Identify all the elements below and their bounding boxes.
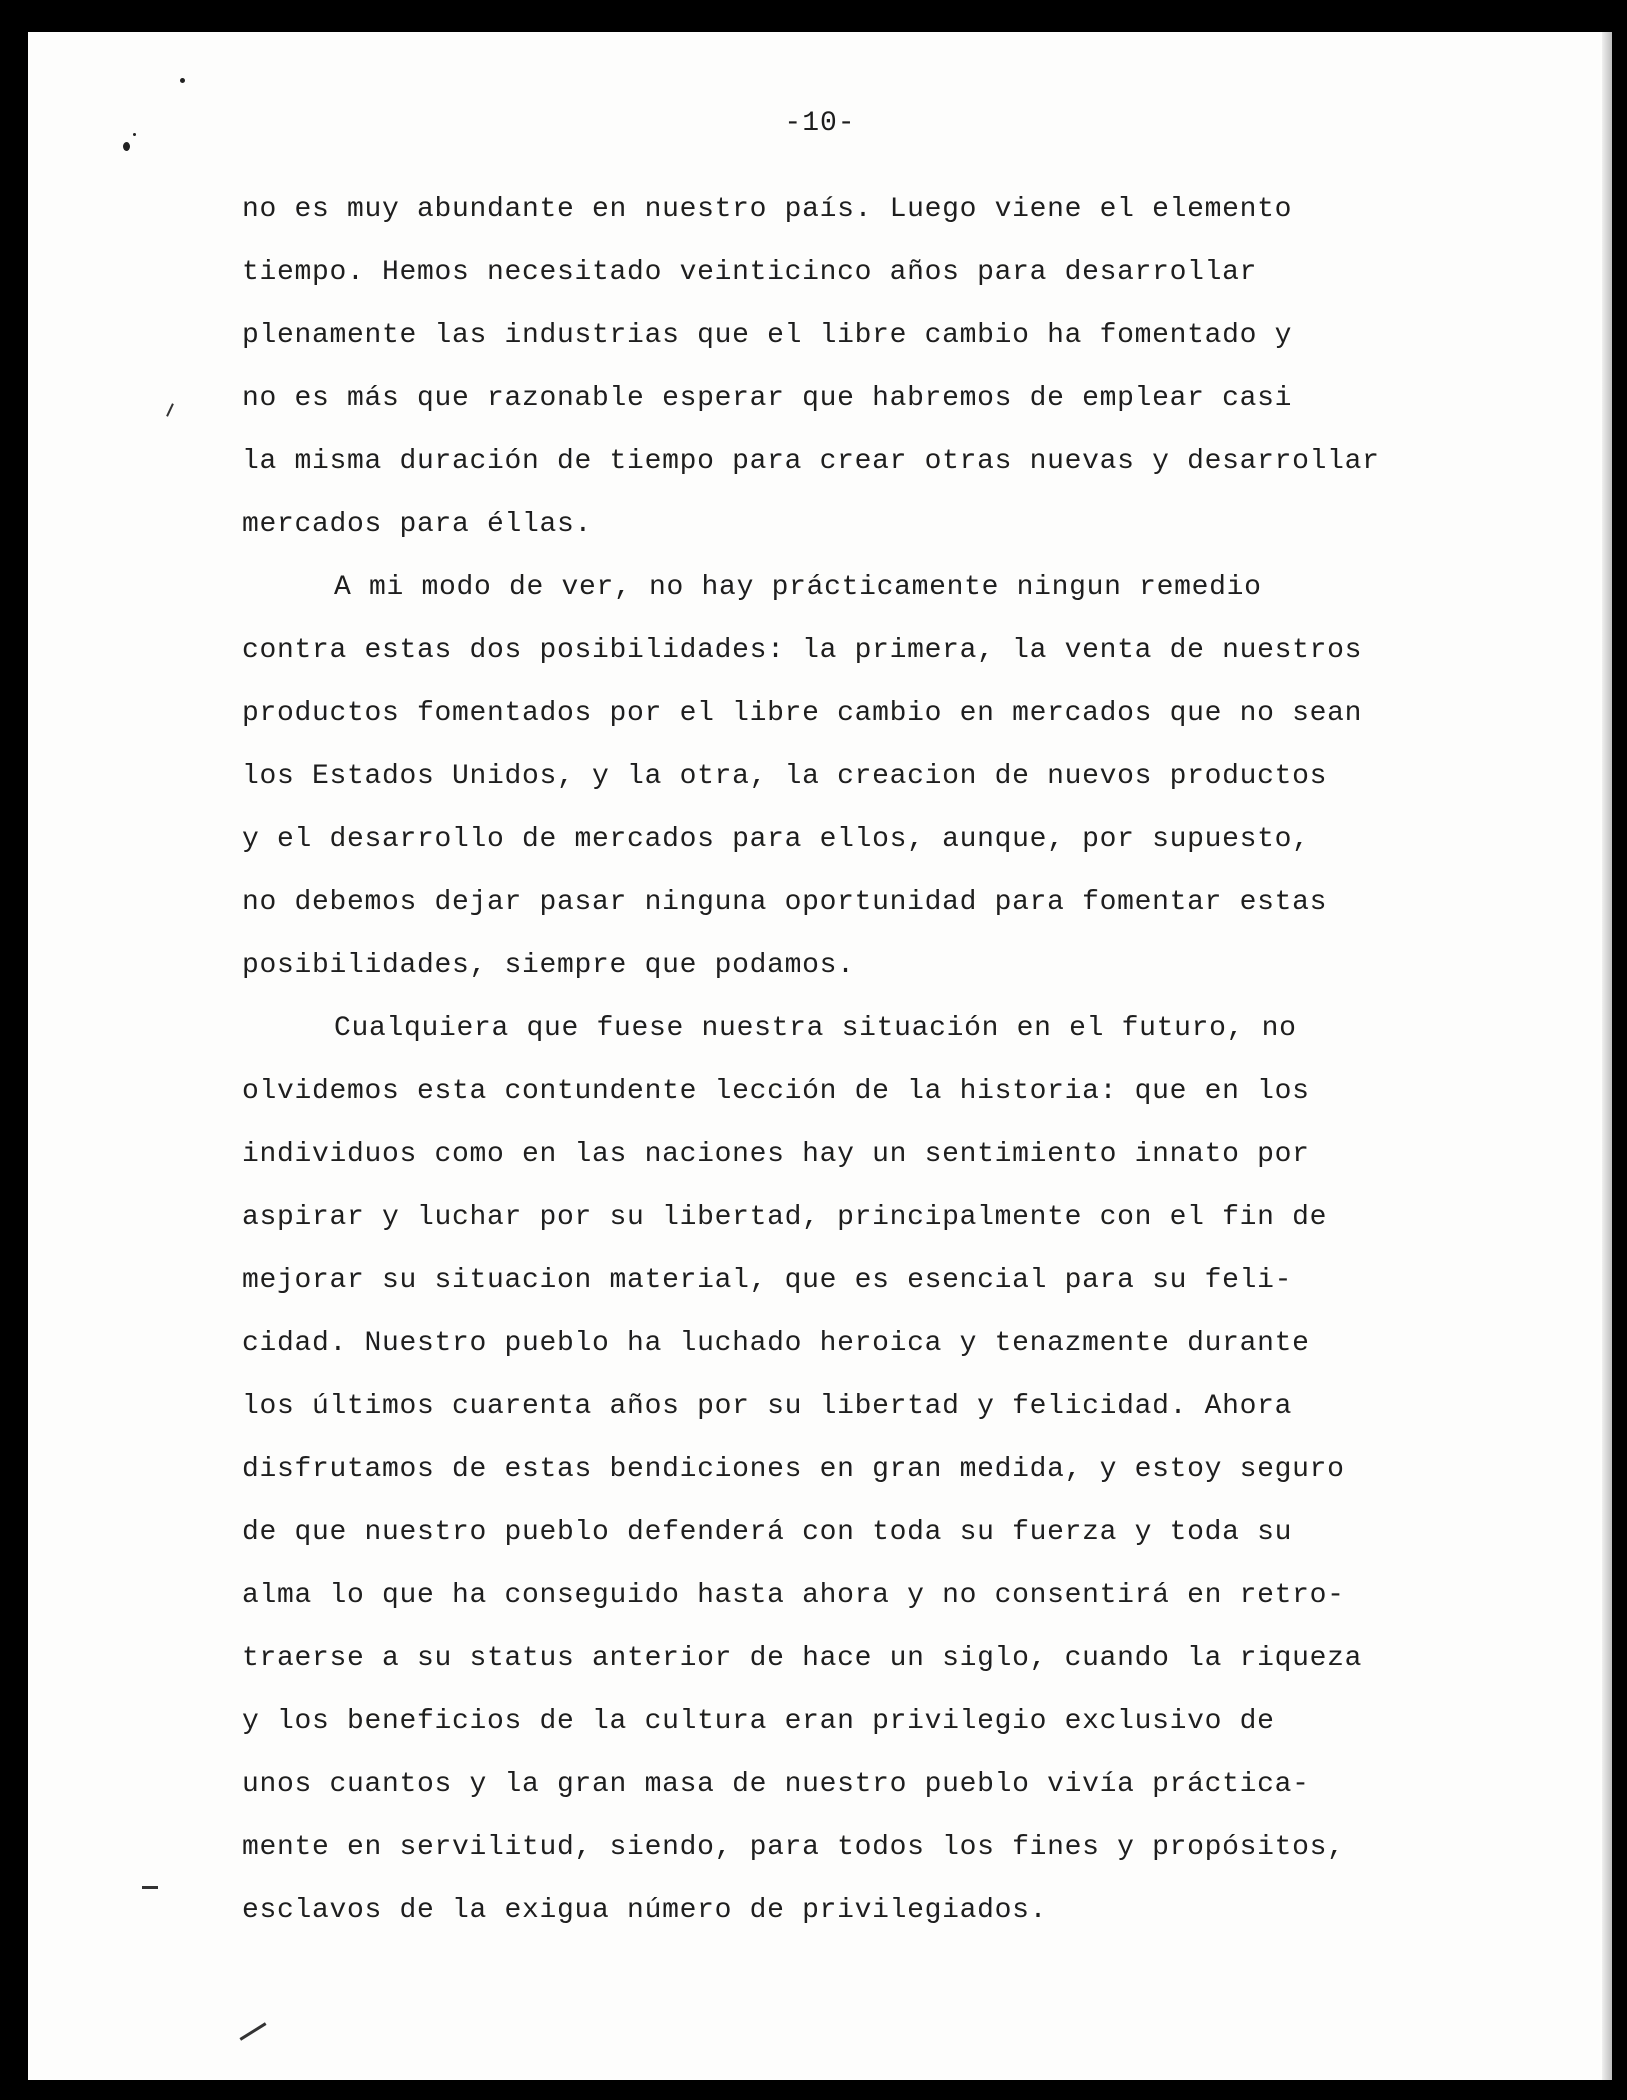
text-line: los Estados Unidos, y la otra, la creacion de nuevos productos (242, 761, 1328, 792)
paragraph-start-line: Cualquiera que fuese nuestra situación en el futuro, no (334, 1013, 1297, 1044)
body-text (242, 178, 1472, 1942)
text-line: contra estas dos posibilidades: la primera, la venta de nuestros (242, 635, 1363, 666)
scan-mark (166, 403, 174, 417)
text-line: no es más que razonable esperar que habremos de emplear casi (242, 383, 1293, 414)
text-line: y el desarrollo de mercados para ellos, aunque, por supuesto, (242, 824, 1310, 855)
text-line: la misma duración de tiempo para crear otras nuevas y desarrollar (242, 446, 1380, 477)
text-line: los últimos cuarenta años por su libertad y felicidad. Ahora (242, 1391, 1293, 1422)
text-line: tiempo. Hemos necesitado veinticinco años para desarrollar (242, 257, 1258, 288)
text-line: alma lo que ha conseguido hasta ahora y no consentirá en retro- (242, 1580, 1345, 1611)
scan-mark (142, 1886, 158, 1889)
text-line: de que nuestro pueblo defenderá con toda su fuerza y toda su (242, 1517, 1293, 1548)
text-line: productos fomentados por el libre cambio en mercados que no sean (242, 698, 1363, 729)
scan-mark (239, 2022, 266, 2040)
document-page (28, 32, 1612, 2080)
ink-speck (123, 142, 130, 151)
text-line: traerse a su status anterior de hace un siglo, cuando la riqueza (242, 1643, 1363, 1674)
paragraph-start-line: A mi modo de ver, no hay prácticamente ningun remedio (334, 572, 1262, 603)
page-number: -10- (784, 108, 856, 139)
text-line: aspirar y luchar por su libertad, principalmente con el fin de (242, 1202, 1328, 1233)
text-line: no es muy abundante en nuestro país. Luego viene el elemento (242, 194, 1293, 225)
text-line: mercados para éllas. (242, 509, 593, 540)
text-line: y los beneficios de la cultura eran privilegio exclusivo de (242, 1706, 1275, 1737)
text-line: mente en servilitud, siendo, para todos los fines y propósitos, (242, 1832, 1345, 1863)
ink-speck (133, 133, 136, 136)
text-line: olvidemos esta contundente lección de la historia: que en los (242, 1076, 1310, 1107)
text-line: no debemos dejar pasar ninguna oportunidad para fomentar estas (242, 887, 1328, 918)
page-edge-shadow (1602, 32, 1612, 2080)
text-line: cidad. Nuestro pueblo ha luchado heroica y tenazmente durante (242, 1328, 1310, 1359)
text-line: disfrutamos de estas bendiciones en gran medida, y estoy seguro (242, 1454, 1345, 1485)
text-line: mejorar su situacion material, que es esencial para su feli- (242, 1265, 1293, 1296)
text-line: plenamente las industrias que el libre cambio ha fomentado y (242, 320, 1293, 351)
text-line: posibilidades, siempre que podamos. (242, 950, 855, 981)
text-line: esclavos de la exigua número de privilegiados. (242, 1895, 1048, 1926)
text-line: individuos como en las naciones hay un sentimiento innato por (242, 1139, 1310, 1170)
ink-speck (180, 78, 185, 83)
text-line: unos cuantos y la gran masa de nuestro pueblo vivía práctica- (242, 1769, 1310, 1800)
